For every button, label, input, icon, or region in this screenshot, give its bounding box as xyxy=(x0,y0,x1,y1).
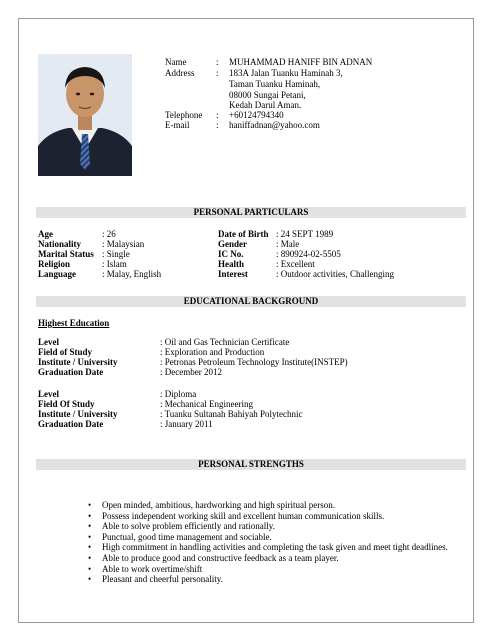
strength-text: Possess independent working skill and excellent human communication skills. xyxy=(102,510,385,521)
field-of-study-label: Field of Study xyxy=(38,347,93,357)
strength-text: Able to solve problem efficiently and rationally. xyxy=(102,521,275,532)
list-item xyxy=(88,521,448,532)
email-value[interactable]: haniffadnan@yahoo.com xyxy=(229,120,320,130)
gender-label: Gender xyxy=(218,239,247,249)
interest-label: Interest xyxy=(218,269,248,279)
religion-label: Religion xyxy=(38,259,71,269)
strength-text: Able to work overtime/shift xyxy=(102,563,203,574)
address-line: Taman Tuanku Haminah, xyxy=(229,79,321,89)
language-label: Language xyxy=(38,269,77,279)
bullet-icon: • xyxy=(88,521,92,532)
nationality-value: : Malaysian xyxy=(102,239,145,249)
graduation-date-label: Graduation Date xyxy=(38,367,104,377)
marital-status-label: Marital Status xyxy=(38,249,94,259)
list-item xyxy=(88,532,448,543)
list-item xyxy=(88,564,448,575)
date-of-birth-value: : 24 SEPT 1989 xyxy=(276,229,334,239)
ic-number-label: IC No. xyxy=(218,249,244,259)
field-of-study-value: : Exploration and Production xyxy=(160,347,265,357)
strength-text: Able to produce good and constructive feedback as a team player. xyxy=(102,552,339,563)
strength-text: Punctual, good time management and sociable. xyxy=(102,531,272,542)
graduation-date-label: Graduation Date xyxy=(38,419,104,429)
marital-status-value: : Single xyxy=(102,249,130,259)
list-item xyxy=(88,500,448,511)
bullet-icon: • xyxy=(88,574,92,585)
age-label: Age xyxy=(38,229,53,239)
graduation-date-value: : December 2012 xyxy=(160,367,222,377)
field-of-study-label: Field Of Study xyxy=(38,399,95,409)
gender-value: : Male xyxy=(276,239,300,249)
telephone-label: Telephone xyxy=(165,110,203,120)
personal-strengths-heading: PERSONAL STRENGTHS xyxy=(36,459,466,470)
name-value: MUHAMMAD HANIFF BIN ADNAN xyxy=(229,57,373,67)
bullet-icon: • xyxy=(88,542,92,553)
list-item xyxy=(88,553,448,564)
language-value: : Malay, English xyxy=(102,269,162,279)
strength-text: Pleasant and cheerful personality. xyxy=(102,574,223,585)
telephone-separator: : xyxy=(216,110,219,120)
level-label: Level xyxy=(38,337,59,347)
graduation-date-value: : January 2011 xyxy=(160,419,213,429)
bullet-icon: • xyxy=(88,563,92,574)
education-heading: EDUCATIONAL BACKGROUND xyxy=(36,296,466,307)
strengths-list xyxy=(88,500,448,585)
level-label: Level xyxy=(38,389,59,399)
name-separator: : xyxy=(216,57,219,67)
telephone-value: +60124794340 xyxy=(229,110,284,120)
bullet-icon: • xyxy=(88,552,92,563)
institute-label: Institute / University xyxy=(38,357,118,367)
list-item xyxy=(88,511,448,522)
level-value: : Oil and Gas Technician Certificate xyxy=(160,337,290,347)
strength-text: High commitment in handling activities and completing the task given and meet tight deadlines. xyxy=(102,542,448,553)
highest-education-subheading: Highest Education xyxy=(38,318,110,328)
level-value: : Diploma xyxy=(160,389,197,399)
age-value: : 26 xyxy=(102,229,116,239)
address-line: 08000 Sungai Petani, xyxy=(229,90,306,100)
field-of-study-value: : Mechanical Engineering xyxy=(160,399,253,409)
health-label: Health xyxy=(218,259,244,269)
nationality-label: Nationality xyxy=(38,239,82,249)
list-item xyxy=(88,542,448,553)
email-separator: : xyxy=(216,120,219,130)
personal-particulars-heading: PERSONAL PARTICULARS xyxy=(36,207,466,218)
address-line: Kedah Darul Aman. xyxy=(229,100,302,110)
religion-value: : Islam xyxy=(102,259,127,269)
list-item xyxy=(88,574,448,585)
bullet-icon: • xyxy=(88,510,92,521)
institute-value: : Tuanku Sultanah Bahiyah Polytechnic xyxy=(160,409,303,419)
bullet-icon: • xyxy=(88,500,92,510)
institute-value: : Petronas Petroleum Technology Institute(INSTEP) xyxy=(160,357,348,367)
bullet-icon: • xyxy=(88,531,92,542)
name-label: Name xyxy=(165,57,187,67)
strength-text: Open minded, ambitious, hardworking and high spiritual person. xyxy=(102,500,335,510)
health-value: : Excellent xyxy=(276,259,315,269)
ic-number-value: : 890924-02-5505 xyxy=(276,249,341,259)
profile-photo xyxy=(38,54,132,176)
institute-label: Institute / University xyxy=(38,409,118,419)
date-of-birth-label: Date of Birth xyxy=(218,229,269,239)
address-label: Address xyxy=(165,68,195,78)
email-label: E-mail xyxy=(165,120,190,130)
address-separator: : xyxy=(216,68,219,78)
interest-value: : Outdoor activities, Challenging xyxy=(276,269,394,279)
address-line: 183A Jalan Tuanku Haminah 3, xyxy=(229,68,343,78)
